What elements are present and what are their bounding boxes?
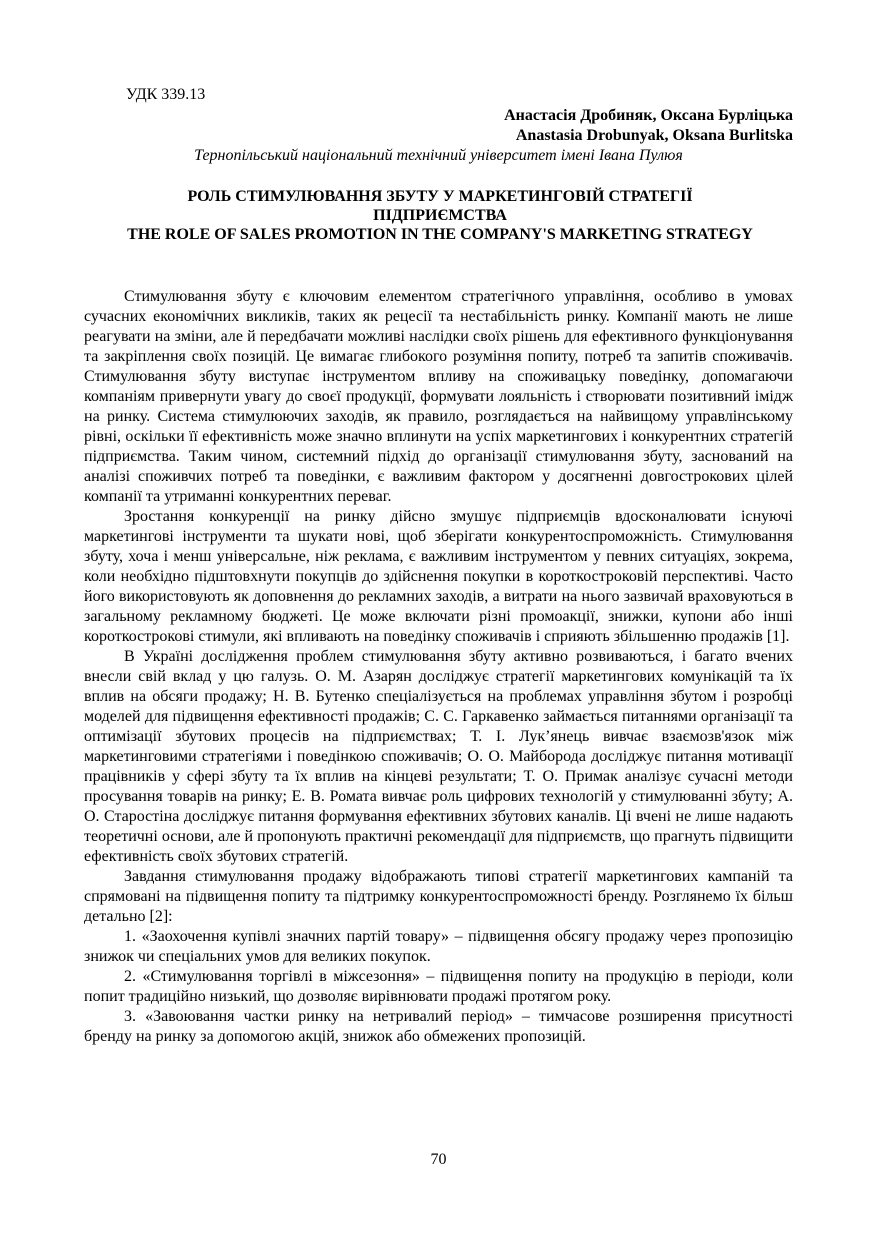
udk-code: УДК 339.13: [126, 86, 206, 103]
paragraph: В Україні дослідження проблем стимулювання збуту активно розвиваються, і багато вчених внесли свій вклад у цю галузь. О. М. Азарян досліджує стратегії маркетингових комунікацій та їх вплив на обсяги продажу; Н. В. Бутенко спеціалізується на проблемах управління збутом і розробці моделей для підвищення ефективності продажів; С. С. Гаркавенко займається питаннями організації та оптимізації збутових процесів на підприємствах; Т. І. Лук’янець вивчає взаємозв'язок між маркетинговими стратегіями і поведінкою споживачів; О. О. Майборода досліджує питання мотивації працівників у сфері збуту та їх вплив на кінцеві результати; Т. О. Примак аналізує сучасні методи просування товарів на ринку; Е. В. Ромата вивчає роль цифрових технологій у стимулюванні збуту; А. О. Старостіна досліджує питання формування ефективних збутових каналів. Ці вчені не лише надають теоретичні основи, але й пропонують практичні рекомендації для підприємств, що прагнуть підвищити ефективність своїх збутових стратегій.: [84, 648, 793, 865]
page-number: 70: [430, 1151, 447, 1168]
list-item: 3. «Завоювання частки ринку на нетривалий період» – тимчасове розширення присутності бренду на ринку за допомогою акцій, знижок або обмежених пропозицій.: [84, 1008, 793, 1045]
body-text: [84, 287, 793, 1047]
affiliation: Тернопільський національний технічний університет імені Івана Пулюя: [194, 147, 683, 164]
list-item: 1. «Заохочення купівлі значних партій товару» – підвищення обсягу продажу через пропозицію знижок чи спеціальних умов для великих покупок.: [84, 928, 793, 965]
paragraph: Стимулювання збуту є ключовим елементом стратегічного управління, особливо в умовах сучасних економічних викликів, таких як рецесії та нестабільність ринку. Компанії мають не лише реагувати на зміни, але й передбачати можливі наслідки своїх рішень для ефективного функціонування та закріплення своїх позицій. Це вимагає глибокого розуміння попиту, потреб та запитів споживачів. Стимулювання збуту виступає інструментом впливу на споживацьку поведінку, допомагаючи компаніям привернути увагу до своєї продукції, формувати лояльність і створювати позитивний імідж на ринку. Система стимулюючих заходів, як правило, розглядається на найвищому управлінському рівні, оскільки її ефективність може значно вплинути на успіх маркетингових і конкурентних стратегій підприємства. Таким чином, системний підхід до організації стимулювання збуту, заснований на аналізі споживчих потреб та поведінки, є важливим фактором у досягненні довгострокових цілей компанії та утриманні конкурентних переваг.: [84, 288, 793, 505]
list-item: 2. «Стимулювання торгівлі в міжсезоння» – підвищення попиту на продукцію в періоди, коли попит традиційно низький, що дозволяє вирівнювати продажі протягом року.: [84, 968, 793, 1005]
authors-english: Anastasia Drobunyak, Oksana Burlitska: [515, 127, 793, 144]
authors-ukrainian: Анастасія Дробиняк, Оксана Бурліцька: [504, 107, 793, 124]
paragraph: Зростання конкуренції на ринку дійсно змушує підприємців вдосконалювати існуючі маркетингові інструменти та шукати нові, щоб зберігати конкурентоспроможність. Стимулювання збуту, хоча і менш універсальне, ніж реклама, є важливим інструментом у певних ситуаціях, зокрема, коли необхідно підштовхнути покупців до здійснення покупки в короткостроковій перспективі. Часто його використовують як доповнення до рекламних заходів, а витрати на нього зазвичай враховуються в загальному рекламному бюджеті. Це може включати різні промоакції, знижки, купони або інші короткострокові стимули, які впливають на поведінку споживачів і сприяють збільшенню продажів [1].: [84, 508, 793, 645]
title-block: [120, 187, 760, 244]
title-ukrainian: РОЛЬ СТИМУЛЮВАННЯ ЗБУТУ У МАРКЕТИНГОВІЙ СТРАТЕГІЇ ПІДПРИЄМСТВА: [187, 188, 693, 224]
authors-block: [504, 106, 793, 146]
title-english: THE ROLE OF SALES PROMOTION IN THE COMPANY'S MARKETING STRATEGY: [127, 226, 753, 243]
paragraph: Завдання стимулювання продажу відображають типові стратегії маркетингових кампаній та спрямовані на підвищення попиту та підтримку конкурентоспроможності бренду. Розглянемо їх більш детально [2]:: [84, 868, 793, 925]
